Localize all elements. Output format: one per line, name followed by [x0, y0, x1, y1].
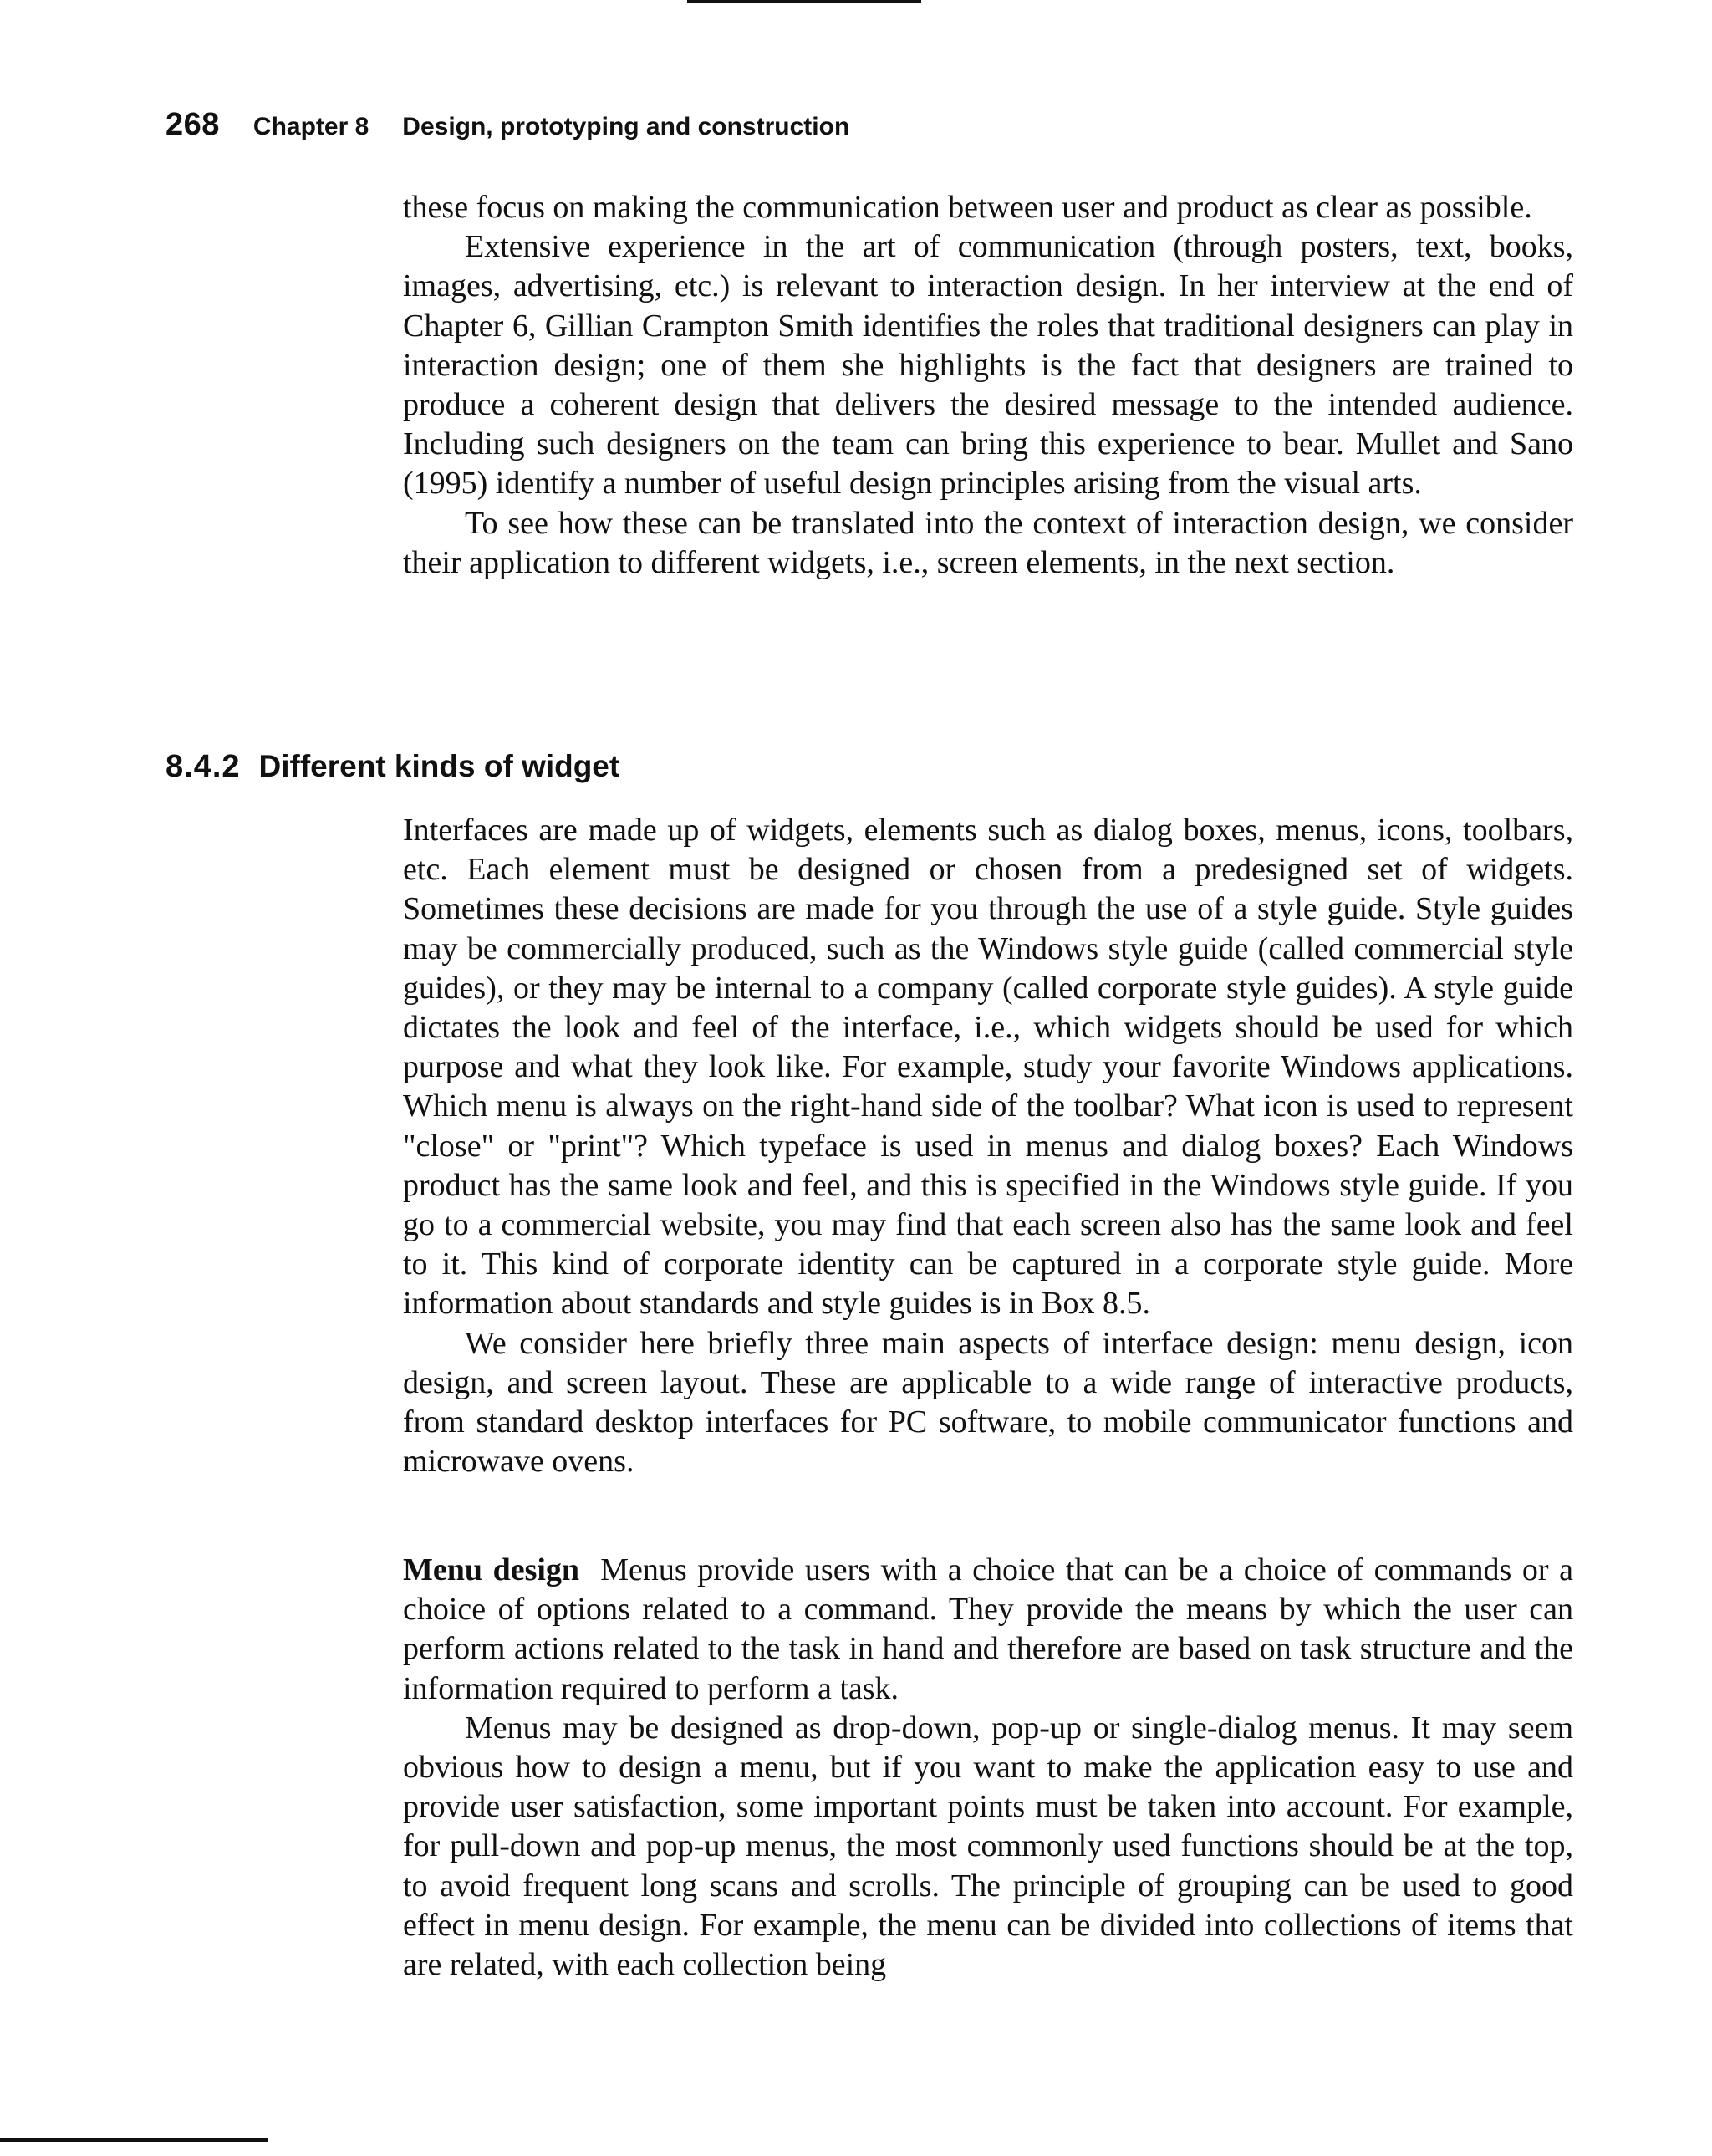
section-number: 8.4.2 — [166, 749, 241, 784]
menu-design-paragraph-second: Menus may be designed as drop-down, pop-up or single-dialog menus. It may seem obvious how to design a menu, but if you want to make the application easy to use and provide user satisfaction, some important points must be taken into account. For example, for pull-down and pop-up menus, the most commonly used functions should be at the top, to avoid frequent long scans and scrolls. The principle of grouping can be used to good effect in menu design. For example, the menu can be divided into collections of items that are related, with each collection being — [403, 1710, 1573, 1983]
chapter-title: Design, prototyping and construction — [402, 113, 850, 140]
widgets-text — [403, 811, 1573, 1481]
running-head — [166, 107, 849, 143]
menu-design-paragraph-first — [403, 1551, 1573, 1709]
section-title: Different kinds of widget — [258, 749, 620, 783]
chapter-label: Chapter 8 — [252, 113, 369, 140]
page-number: 268 — [166, 107, 220, 142]
intro-text — [403, 188, 1573, 583]
intro-paragraph-continued: these focus on making the communication between user and product as clear as possible. — [403, 190, 1532, 225]
widgets-paragraph-aspects: We consider here briefly three main aspects of interface design: menu design, icon design, and screen layout. These are applicable to a wide range of interactive products, from standard desktop interfaces for PC software, to mobile communicator functions and microwave ovens. — [403, 1325, 1573, 1480]
menu-design-heading: Menu design — [403, 1552, 580, 1588]
menu-design-text — [403, 1551, 1573, 1985]
section-heading — [166, 749, 619, 785]
widgets-paragraph-style-guides: Interfaces are made up of widgets, elements such as dialog boxes, menus, icons, toolbars, etc. Each element must be designed or chosen from a predesigned set of widgets. Sometimes these decisions are made for you through the use of a style guide. Style guides may be commercially produced, such as the Windows style guide (called commercial style guides), or they may be internal to a company (called corporate style guides). A style guide dictates the look and feel of the interface, i.e., which widgets should be used for which purpose and what they look like. For example, study your favorite Windows applications. Which menu is always on the right-hand side of the toolbar? What icon is used to represent "close" or "print"? Which typeface is used in menus and dialog boxes? Each Windows product has the same look and feel, and this is specified in the Windows style guide. If you go to a commercial website, you may find that each screen also has the same look and feel to it. This kind of corporate identity can be captured in a corporate style guide. More information about standards and style guides is in Box 8.5. — [403, 813, 1573, 1322]
top-rule — [687, 0, 921, 3]
menu-design-first-text: Menus provide users with a choice that can be a choice of commands or a choice of options related to a command. They provide the means by which the user can perform actions related to the task in hand and therefore are based on task structure and the information required to perform a task. — [403, 1552, 1573, 1706]
bottom-rule — [0, 2138, 268, 2142]
intro-paragraph-communication: Extensive experience in the art of communication (through posters, text, books, images, advertising, etc.) is relevant to interaction design. In her interview at the end of Chapter 6, Gillian Crampton Smith identifies the roles that traditional designers can play in interaction design; one of them she highlights is the fact that designers are trained to produce a coherent design that delivers the desired message to the intended audience. Including such designers on the team can bring this experience to bear. Mullet and Sano (1995) identify a number of useful design principles arising from the visual arts. — [403, 229, 1573, 502]
intro-paragraph-translation: To see how these can be translated into the context of interaction design, we consider their application to different widgets, i.e., screen elements, in the next section. — [403, 505, 1573, 580]
